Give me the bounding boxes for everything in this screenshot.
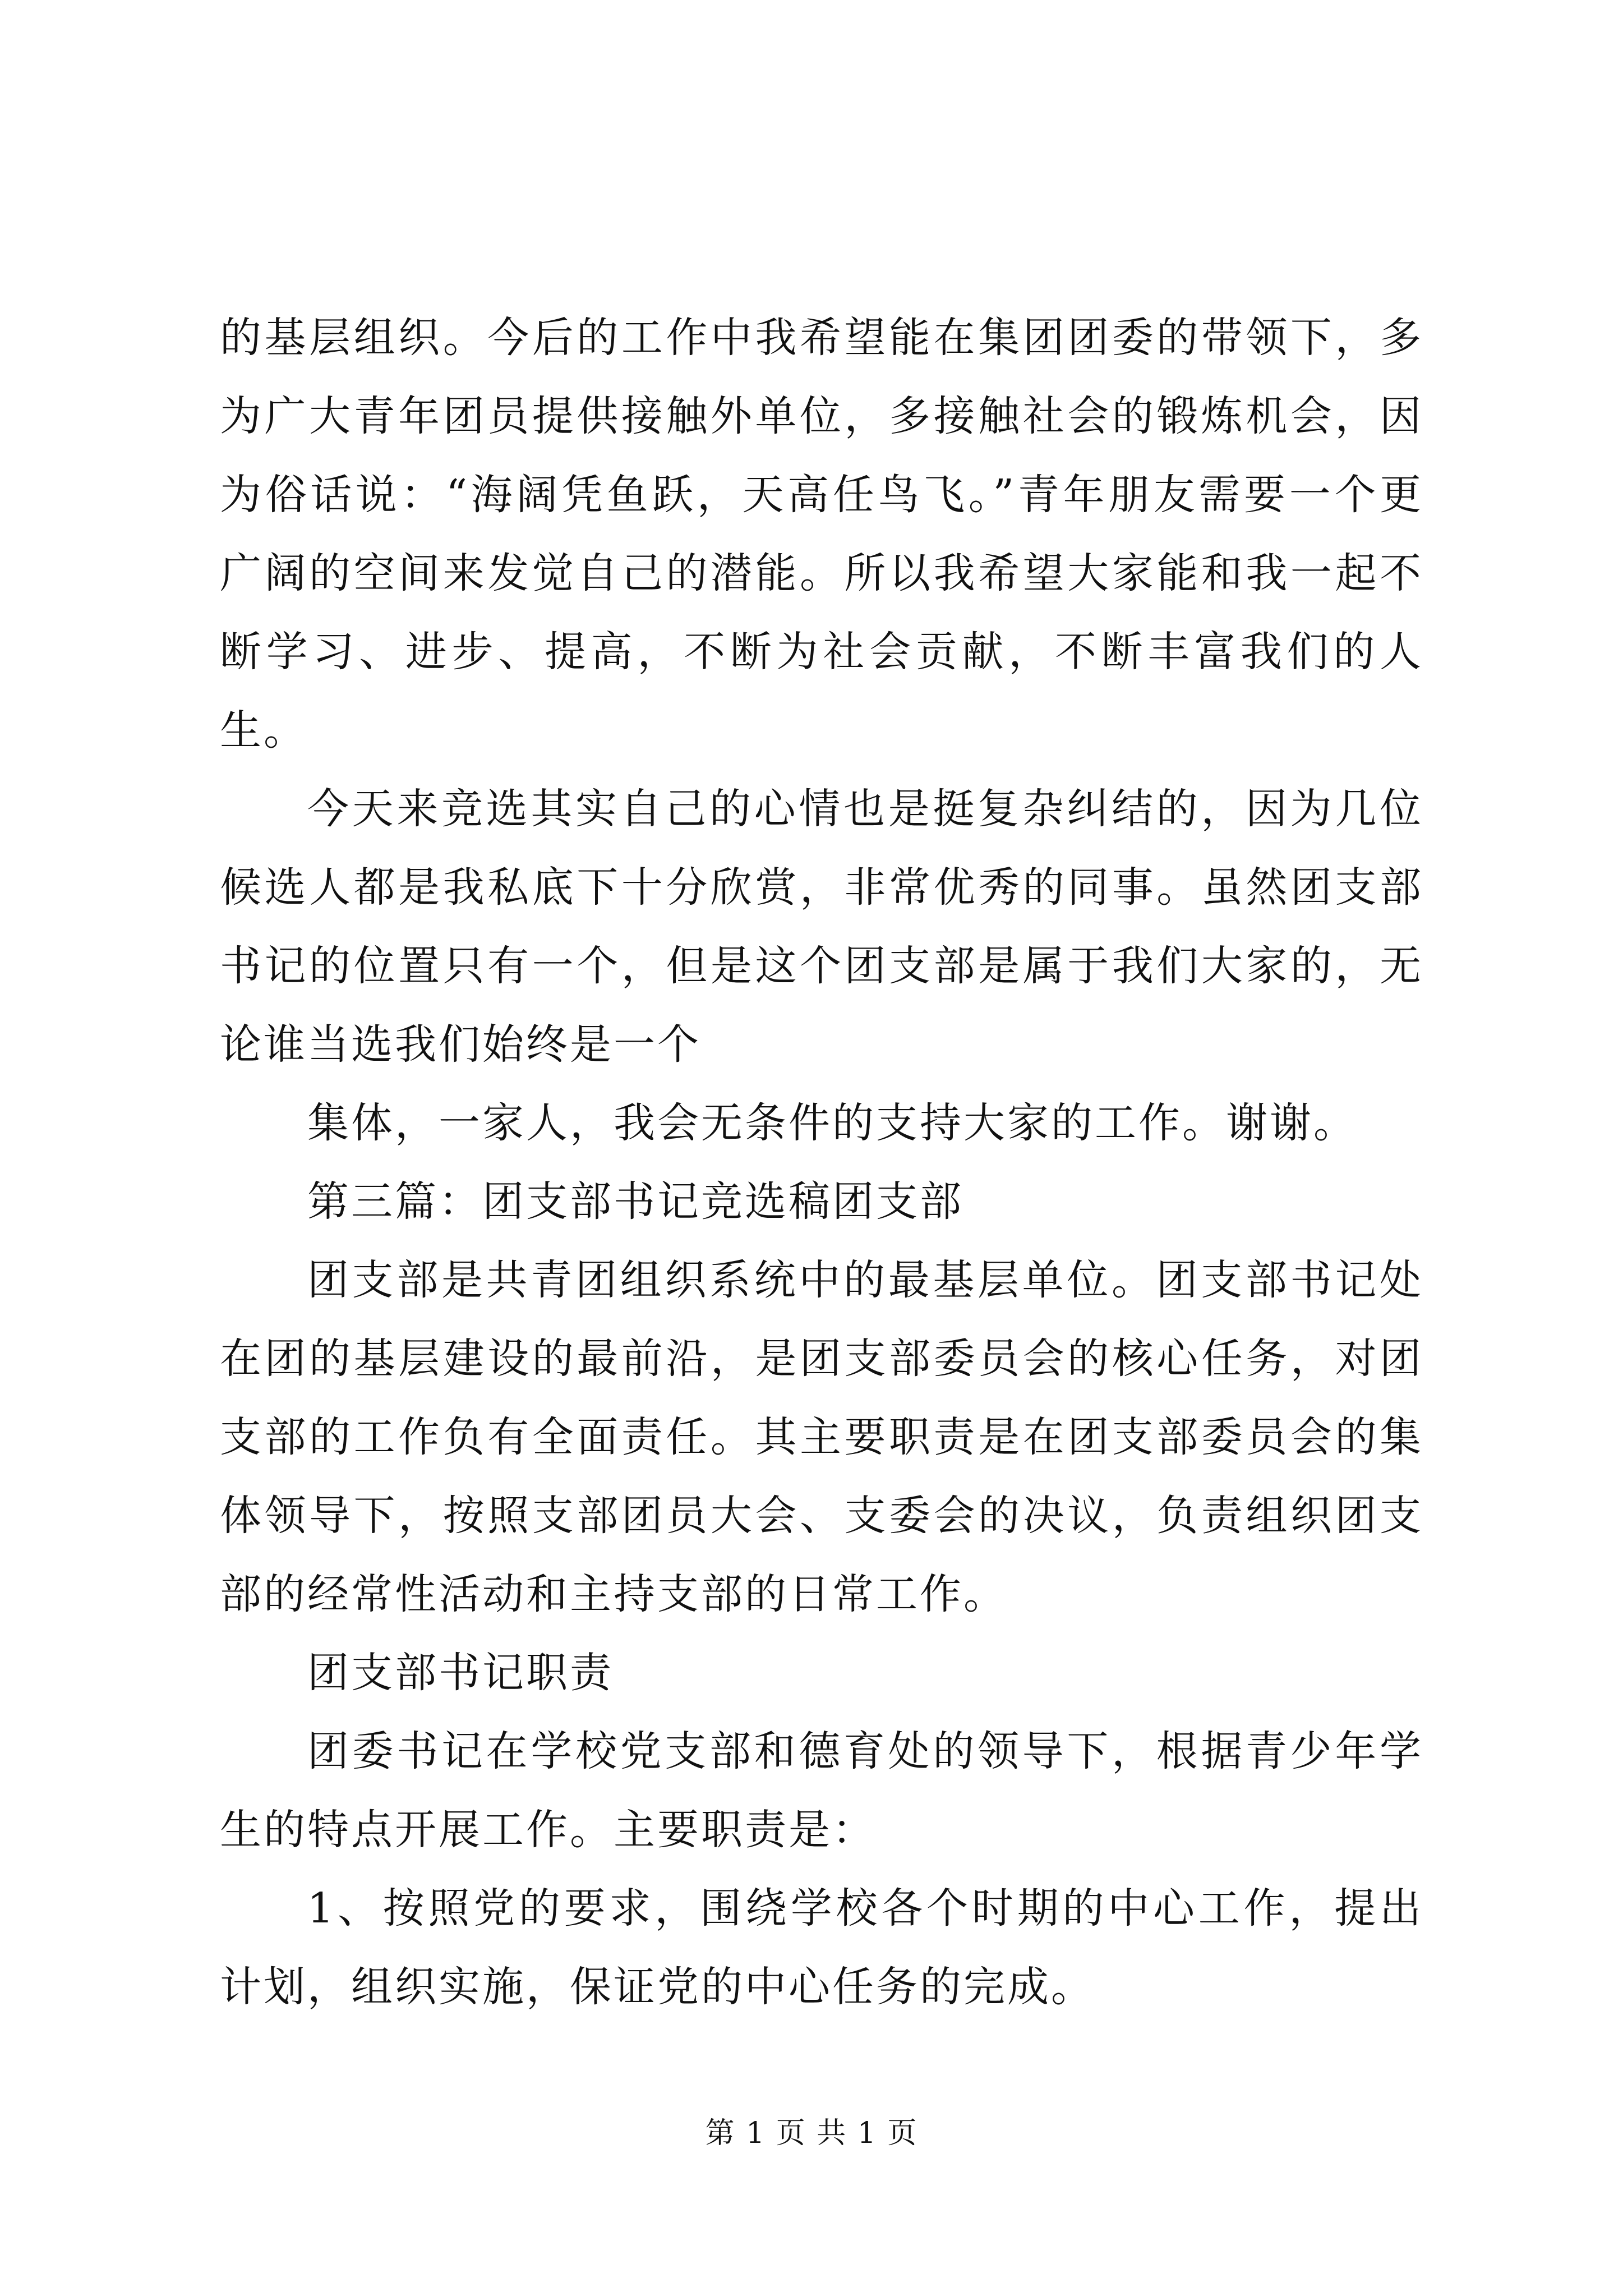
paragraph-duties-intro: 团委书记在学校党支部和德育处的领导下，根据青少年学生的特点开展工作。主要职责是： — [220, 1727, 1423, 1854]
page-number-footer: 第 1 页 共 1 页 — [705, 2116, 918, 2150]
document-body — [220, 298, 1423, 2026]
subheading-secretary-duties: 团支部书记职责 — [307, 1649, 614, 1697]
paragraph-branch-definition: 团支部是共青团组织系统中的最基层单位。团支部书记处在团的基层建设的最前沿，是团支部委员会的核心任务，对团支部的工作负有全面责任。其主要职责是在团支部委员会的集体领导下，按照支部团员大会、支委会的决议，负责组织团支部的经常性活动和主持支部的日常工作。 — [220, 1256, 1423, 1618]
section-heading-part-three: 第三篇：团支部书记竞选稿团支部 — [307, 1177, 963, 1226]
paragraph-continuation: 的基层组织。今后的工作中我希望能在集团团委的带领下，多为广大青年团员提供接触外单位，多接触社会的锻炼机会，因为俗话说：“海阔凭鱼跃，天高任鸟飞。”青年朋友需要一个更广阔的空间来发觉自己的潜能。所以我希望大家能和我一起不断学习、进步、提高，不断为社会贡献，不断丰富我们的人生。 — [220, 314, 1423, 754]
paragraph-closing-thanks: 集体，一家人，我会无条件的支持大家的工作。谢谢。 — [307, 1099, 1357, 1147]
paragraph-candidacy-feelings: 今天来竞选其实自己的心情也是挺复杂纠结的，因为几位候选人都是我私底下十分欣赏，非常优秀的同事。虽然团支部书记的位置只有一个，但是这个团支部是属于我们大家的，无论谁当选我们始终是一个 — [220, 785, 1423, 1069]
list-item-duty-1: 1、按照党的要求，围绕学校各个时期的中心工作，提出计划，组织实施，保证党的中心任务的完成。 — [220, 1884, 1423, 2011]
